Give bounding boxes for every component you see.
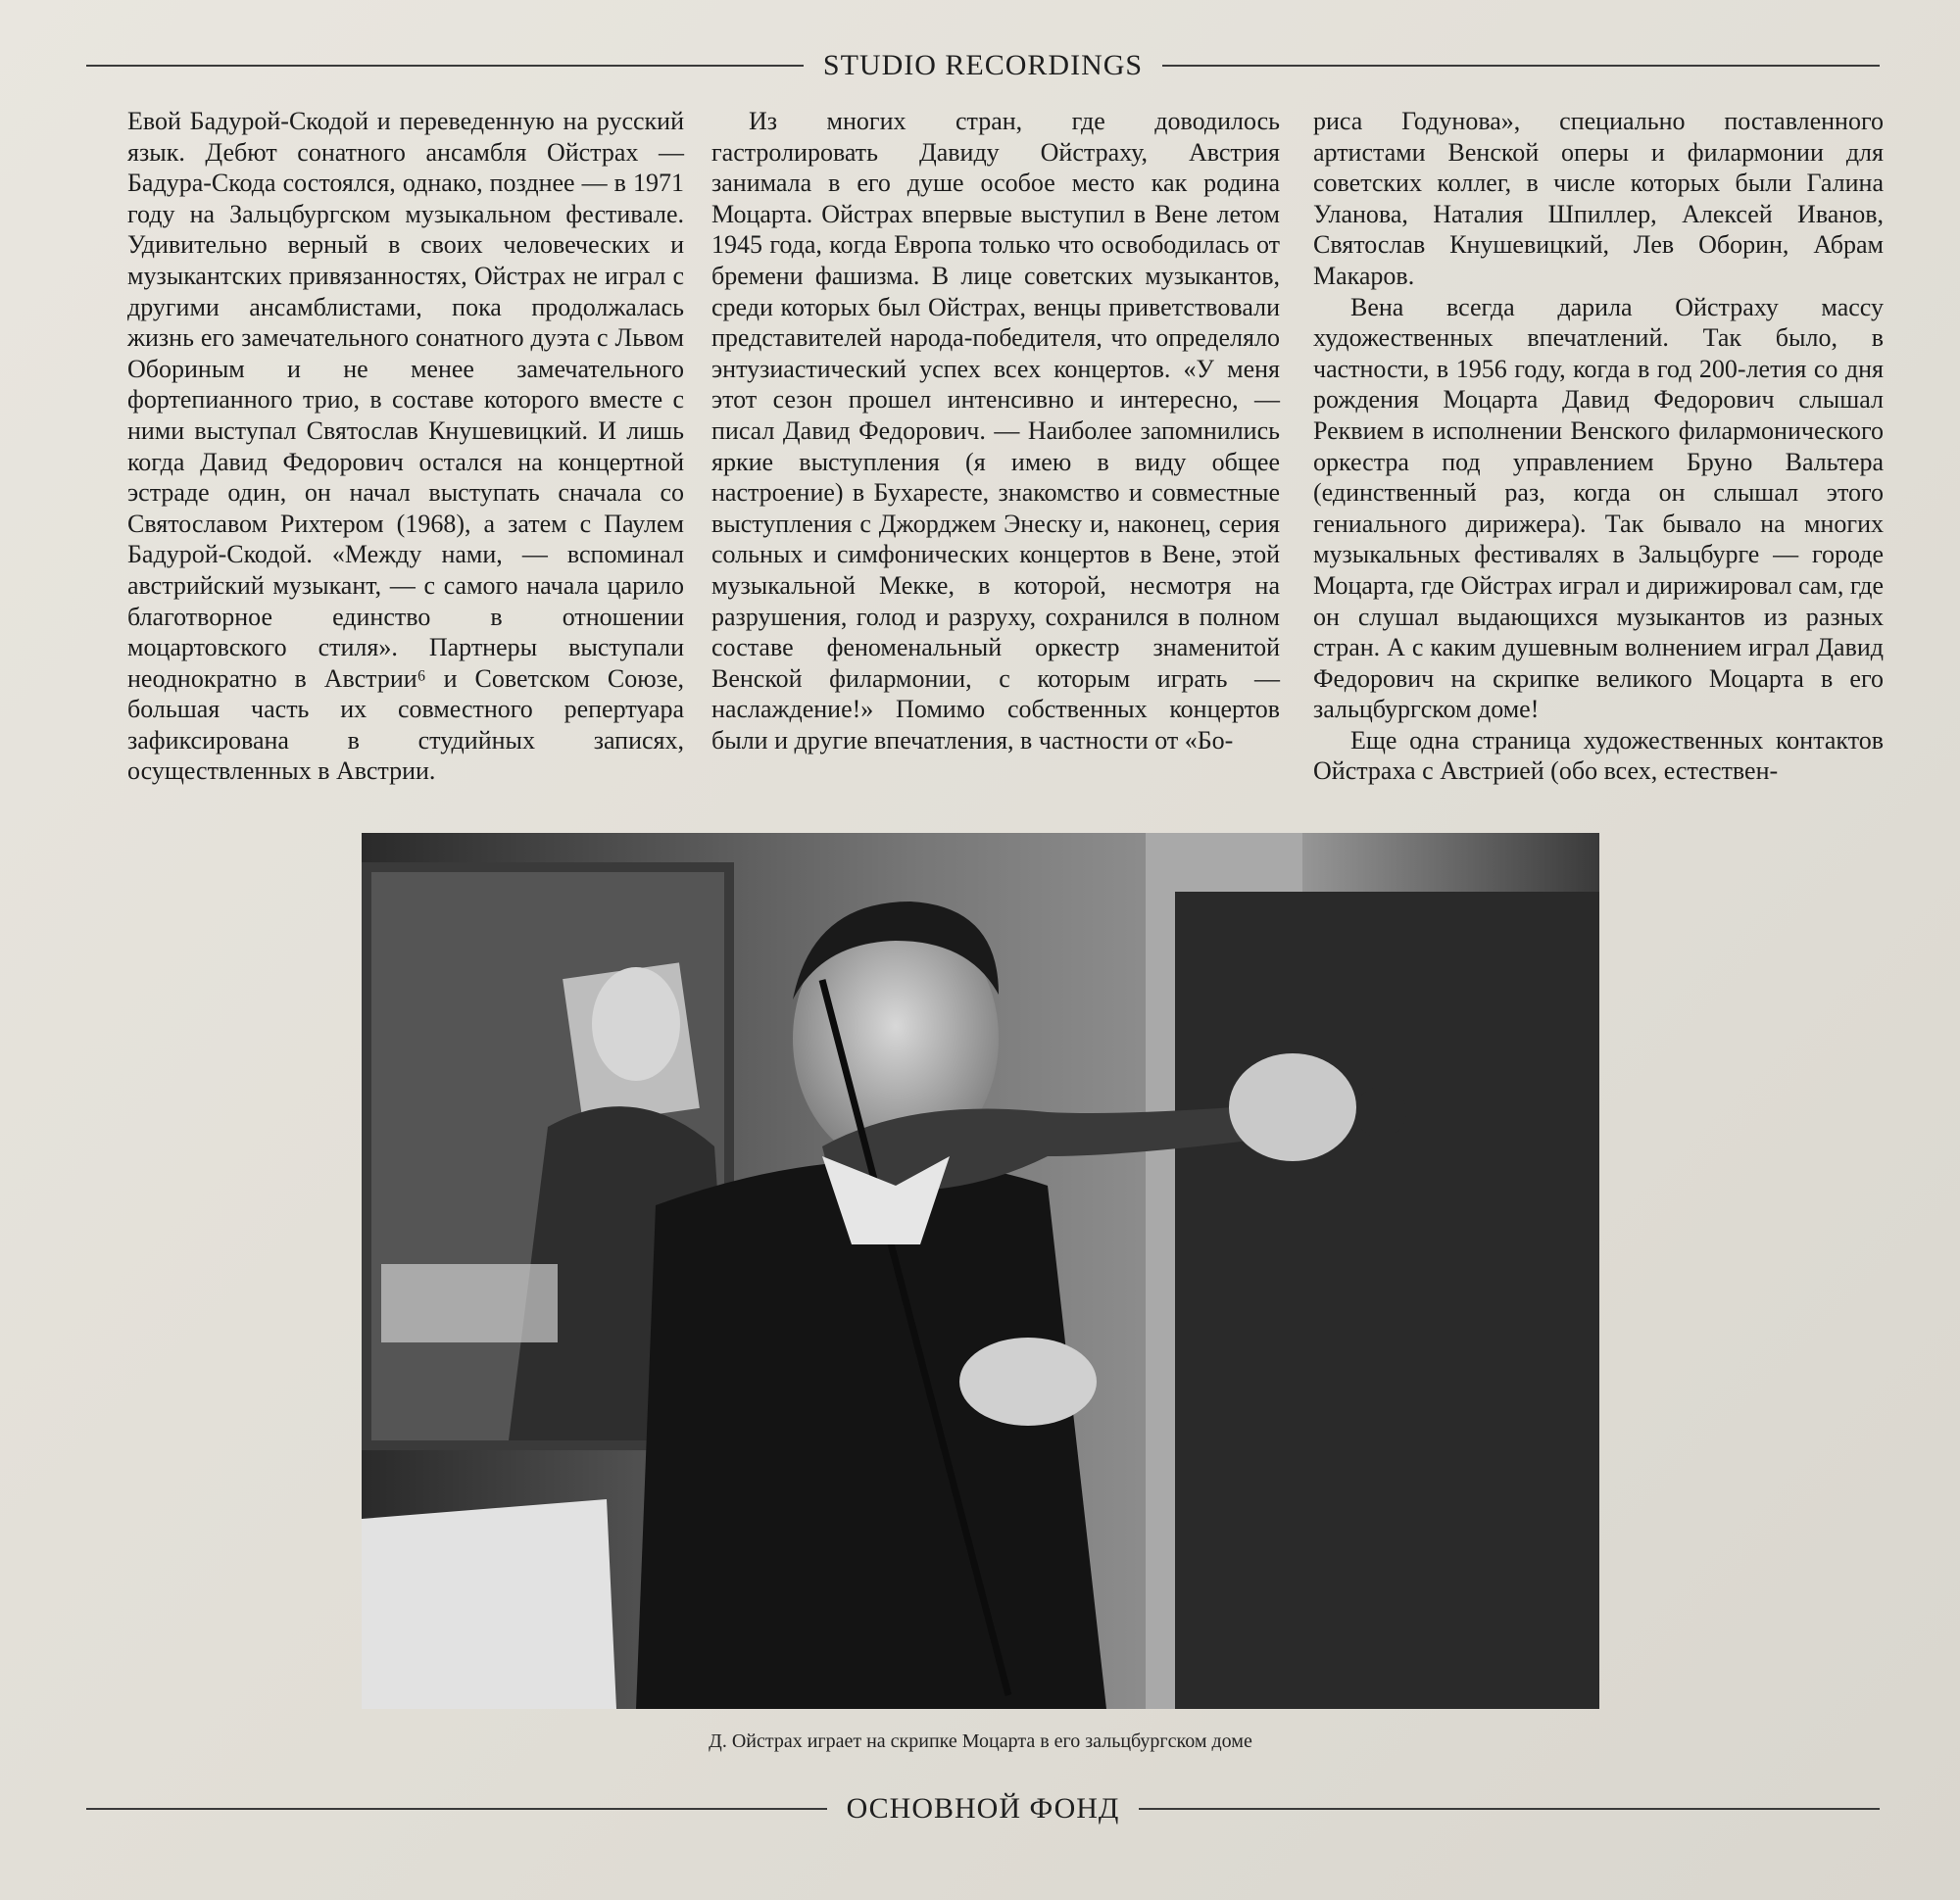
photograph xyxy=(362,833,1599,1709)
footer-line-right xyxy=(1139,1808,1880,1810)
footer-rule xyxy=(86,1792,1880,1826)
paragraph: Еще одна страница художественных контактов Ойстраха с Австрией (обо всех, естествен- xyxy=(1313,725,1884,786)
paragraph: Из многих стран, где доводилось гастролировать Давиду Ойстраху, Австрия занимала в его душе особое место как родина Моцарта. Ойстрах впервые выступил в Вене летом 1945 года, когда Европа только что освободилась от бремени фашизма. В лице советских музыкантов, среди которых был Ойстрах, венцы приветствовали представителей народа-победителя, что определяло энтузиастический успех всех концертов. «У меня этот сезон прошел интенсивно и интересно, — писал Давид Федорович. — Наиболее запомнились яркие выступления (я имею в виду общее настроение) в Бухаресте, знакомство и совместные выступления с Джорджем Энеску и, наконец, серия сольных и симфонических концертов в Вене, этой музыкальной Мекке, в которой, несмотря на разрушения, голод и разруху, сохранился в полном составе феноменальный оркестр знаменитой Венской филармонии, с которым играть — наслаждение!» Помимо собственных концертов были и другие впечатления, в частности от «Бо- xyxy=(711,107,1280,755)
text-column-3 xyxy=(1313,106,1884,787)
header-line-right xyxy=(1162,65,1880,67)
text-column-1 xyxy=(127,106,684,787)
photo-caption: Д. Ойстрах играет на скрипке Моцарта в его зальцбургском доме xyxy=(709,1730,1252,1752)
header-rule xyxy=(86,49,1880,82)
paragraph: Евой Бадурой-Скодой и переведенную на русский язык. Дебют сонатного ансамбля Ойстрах — Бадура-Скода состоялся, однако, позднее — в 1971 году на Зальцбургском музыкальном фестивале. Удивительно верный в своих человеческих и музыкантских привязанностях, Ойстрах не играл с другими ансамблистами, пока продолжалась жизнь его замечательного сонатного дуэта с Львом Обориным и не менее замечательного фортепианного трио, в составе которого вместе с ними выступал Святослав Кнушевицкий. И лишь когда Давид Федорович остался на концертной эстраде один, он начал выступать сначала со Святославом Рихтером (1968), а затем с Паулем Бадурой-Скодой. «Между нами, — вспоминал австрийский музыкант, — с самого начала царило благотворное единство в отношении моцартовского стиля». Партнеры выступали неоднократно в Австрии⁶ и Советском Союзе, большая часть их совместного репертуара зафиксирована в студийных записях, осуществленных в Австрии. xyxy=(127,107,684,786)
footer-title: ОСНОВНОЙ ФОНД xyxy=(846,1792,1120,1825)
header-line-left xyxy=(86,65,804,67)
photograph-image xyxy=(362,833,1599,1709)
paragraph: Вена всегда дарила Ойстраху массу художественных впечатлений. Так было, в частности, в 1956 году, когда в год 200-летия со дня рождения Моцарта Давид Федорович слышал Реквием в исполнении Венского филармонического оркестра под управлением Бруно Вальтера (единственный раз, когда он слышал этого гениального дирижера). Так бывало на многих музыкальных фестивалях в Зальцбурге — городе Моцарта, где Ойстрах играл и дирижировал сам, где он слушал выдающихся музыкантов из разных стран. А с каким душевным волнением играл Давид Федорович на скрипке великого Моцарта в его зальцбургском доме! xyxy=(1313,292,1884,724)
header-title: STUDIO RECORDINGS xyxy=(822,49,1144,81)
footer-line-left xyxy=(86,1808,827,1810)
paragraph: риса Годунова», специально поставленного артистами Венской оперы и филармонии для советских коллег, в числе которых были Галина Уланова, Наталия Шпиллер, Алексей Иванов, Святослав Кнушевицкий, Лев Оборин, Абрам Макаров. xyxy=(1313,107,1884,290)
text-column-2 xyxy=(711,106,1280,755)
